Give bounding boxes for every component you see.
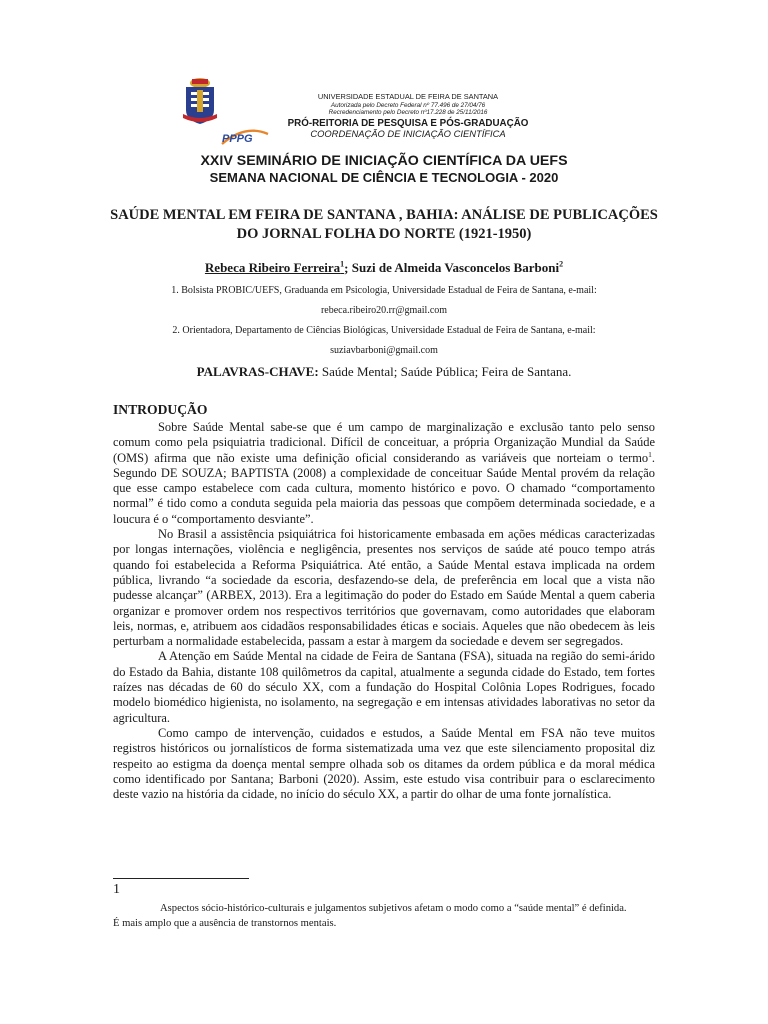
footnote-text: Aspectos sócio-histórico-culturais e julgamentos subjetivos afetam o modo como a “saúde mental” é definida. É mais amplo que a ausência de transtornos mentais. xyxy=(113,903,627,929)
recognition-decree: Recredenciamento pelo Decreto nº17.228 de 25/11/2016 xyxy=(328,109,488,117)
author-2-email: suziavbarboni@gmail.com xyxy=(330,345,438,356)
institution-block xyxy=(200,93,616,139)
footnote-number: 1 xyxy=(113,882,120,897)
paper-title-line-2: DO JORNAL FOLHA DO NORTE (1921-1950) xyxy=(236,226,532,242)
introduction-body xyxy=(113,420,655,802)
paper-title-line-1: SAÚDE MENTAL EM FEIRA DE SANTANA , BAHIA: ANÁLISE DE PUBLICAÇÕES xyxy=(110,207,658,223)
paragraph-2: No Brasil a assistência psiquiátrica foi historicamente embasada em ações médicas caracterizadas por longas internações, violência e negligência, presentes nos serviços de saúde até pouco tempo atrás quando foi estabelecida a Reforma Psiquiátrica. Até então, a Saúde Mental estava implicada na ordem pública, livrando “a sociedade da escoria, desfazendo-se dela, de preferência em local que a vista não pudesse alcançar” (ARBEX, 2013). Era a legitimação do poder do Estado em Saúde Mental a quem caberia organizar e promover ordem nos respectivos territórios que governavam, como autoridades que elaboram leis, normas, e, atribuem aos cidadãos responsabilidades éticas e sociais. Aqueles que não obedecem às leis perturbam a normalidade estabelecida, passam a estar à margem da sociedade e devem ser segregados. xyxy=(113,527,655,649)
event-title: XXIV SEMINÁRIO DE INICIAÇÃO CIENTÍFICA DA UEFS xyxy=(200,153,568,169)
coordination: COORDENAÇÃO DE INICIAÇÃO CIENTÍFICA xyxy=(310,127,506,139)
author-2: Suzi de Almeida Vasconcelos Barboni$^2$ xyxy=(351,260,564,276)
affiliation-1: 1. Bolsista PROBIC/UEFS, Graduanda em Psicologia, Universidade Estadual de Feira de Santana, e-mail: rebeca.ribeiro20.rr@gmail.com xyxy=(100,281,668,321)
author-1-email: rebeca.ribeiro20.rr@gmail.com xyxy=(320,305,448,316)
authors xyxy=(0,260,768,276)
keywords-list: Saúde Mental; Saúde Pública; Feira de Santana. xyxy=(318,364,572,379)
event-subtitle: SEMANA NACIONAL DE CIÊNCIA E TECNOLOGIA - 2020 xyxy=(209,170,559,185)
university-name: UNIVERSIDADE ESTADUAL DE FEIRA DE SANTANA xyxy=(317,92,499,101)
author-1: Rebeca Ribeiro Ferreira$^1$ xyxy=(204,260,345,276)
pppg-logo-text: PPPG xyxy=(222,133,253,145)
paper-title xyxy=(90,206,678,244)
section-heading-introduction: INTRODUÇÃO xyxy=(113,402,208,417)
paragraph-3: A Atenção em Saúde Mental na cidade de Feira de Santana (FSA), situada na região do semi-árido do Estado da Bahia, distante 108 quilômetros da capital, atualmente a segunda cidade do Estado, tem fortes raízes nas décadas de 60 do século XX, com a fundação do Hospital Colônia Lopes Rodrigues, focado modelo biomédico higienista, no isolamento, na segregação e em intensas atividades laborativas no setor da agricultura. xyxy=(113,649,655,725)
author-separator: ; xyxy=(344,260,352,276)
keywords xyxy=(0,364,768,380)
paragraph-1: Sobre Saúde Mental sabe-se que é um campo de marginalização e exclusão tanto pelo senso comum como pela psiquiatria tradicional. Difícil de conceituar, a própria Organização Mundial da Saúde (OMS) afirma que não existe uma definição oficial considerando as variáveis que norteiam o termo$^1$. Segundo DE SOUZA; BAPTISTA (2008) a complexidade de conceituar Saúde Mental provém da relação que esse campo estabelece com cada cultura, momento histórico e povo. O chamado “comportamento normal” é tido como a conduta seguida pela maioria das pessoas que compõem determinada sociedade, e a loucura é o “comportamento desviante”. xyxy=(113,420,655,526)
footnote-divider xyxy=(113,878,249,879)
paragraph-4: Como campo de intervenção, cuidados e estudos, a Saúde Mental em FSA não teve muitos registros históricos ou jornalísticos de forma sistematizada uma vez que este silenciamento proposital diz respeito ao estigma da doença mental sempre olhada sob os ditames da ordem pública e da moral médica como identificado por Santana; Barboni (2020). Assim, este estudo visa contribuir para o esclarecimento deste vazio na história da cidade, no início do século XX, a partir do olhar de uma fonte jornalística. xyxy=(113,725,655,802)
affiliation-2: 2. Orientadora, Departamento de Ciências Biológicas, Universidade Estadual de Feira de Santana, e-mail: suziavbarboni@gmail.com xyxy=(100,321,668,361)
authorization-decree: Autorizada pelo Decreto Federal nº 77.496 de 27/04/76 xyxy=(330,101,486,109)
dean-office: PRÓ-REITORIA DE PESQUISA E PÓS-GRADUAÇÃO xyxy=(287,117,529,129)
keywords-label: PALAVRAS-CHAVE: xyxy=(196,364,319,379)
footnote-ref: 1 xyxy=(648,449,652,459)
